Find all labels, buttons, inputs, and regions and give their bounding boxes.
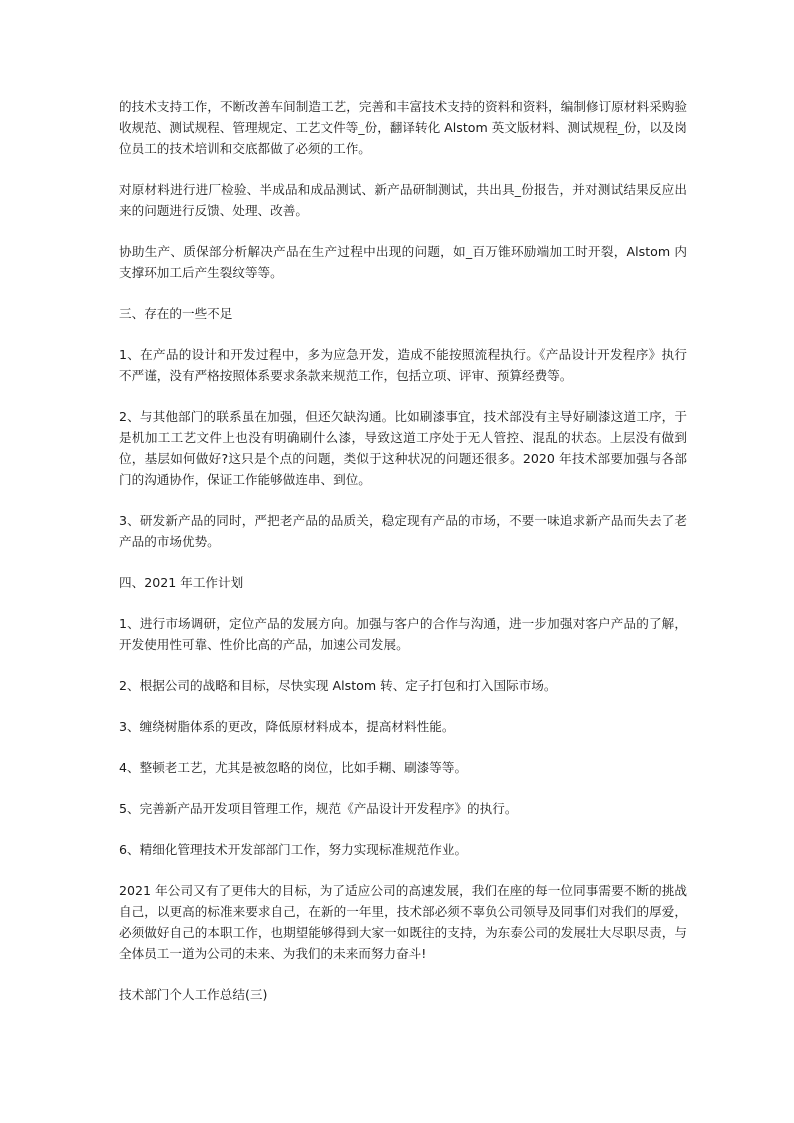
paragraph-tech-support: 的技术支持工作，不断改善车间制造工艺，完善和丰富技术支持的资料和资料，编制修订原材料采购验收规范、测试规程、管理规定、工艺文件等_份，翻译转化 Alstom 英文版材料、测试规程_份，以及岗位员工的技术培训和交底都做了必须的工作。 xyxy=(119,99,687,156)
shortcoming-item-2: 2、与其他部门的联系虽在加强，但还欠缺沟通。比如刷漆事宜，技术部没有主导好刷漆这道工序，于是机加工工艺文件上也没有明确刷什么漆，导致这道工序处于无人管控、混乱的状态。上层没有做到位，基层如何做好?这只是个点的问题，类似于这种状况的问题还很多。2020 年技术部要加强与各部门的沟通协作，保证工作能够做连串、到位。 xyxy=(119,409,687,487)
paragraph-material-testing: 对原材料进行进厂检验、半成品和成品测试、新产品研制测试，共出具_份报告，并对测试结果反应出来的问题进行反馈、处理、改善。 xyxy=(119,182,687,218)
paragraph-production-assist: 协助生产、质保部分析解决产品在生产过程中出现的问题，如_百万锥环励端加工时开裂，Alstom 内支撑环加工后产生裂纹等等。 xyxy=(119,244,687,280)
document-page xyxy=(119,96,687,1025)
shortcoming-item-3: 3、研发新产品的同时，严把老产品的品质关，稳定现有产品的市场，不要一味追求新产品而失去了老产品的市场优势。 xyxy=(119,513,687,549)
plan-item-2: 2、根据公司的战略和目标，尽快实现 Alstom 转、定子打包和打入国际市场。 xyxy=(119,678,557,693)
section-heading-shortcomings: 三、存在的一些不足 xyxy=(119,306,233,321)
plan-item-6: 6、精细化管理技术开发部部门工作，努力实现标准规范作业。 xyxy=(119,842,468,857)
plan-item-1: 1、进行市场调研，定位产品的发展方向。加强与客户的合作与沟通，进一步加强对客户产品的了解，开发使用性可靠、性价比高的产品，加速公司发展。 xyxy=(119,616,687,652)
section-heading-work-plan: 四、2021 年工作计划 xyxy=(119,575,244,590)
plan-item-3: 3、缠绕树脂体系的更改，降低原材料成本，提高材料性能。 xyxy=(119,719,455,734)
section-heading-summary-three: 技术部门个人工作总结(三) xyxy=(119,987,268,1002)
paragraph-closing: 2021 年公司又有了更伟大的目标，为了适应公司的高速发展，我们在座的每一位同事需要不断的挑战自己，以更高的标准来要求自己，在新的一年里，技术部必须不辜负公司领导及同事们对我们的厚爱，必须做好自己的本职工作，也期望能够得到大家一如既往的支持，为东泰公司的发展壮大尽职尽责，与全体员工一道为公司的未来、为我们的未来而努力奋斗! xyxy=(119,883,687,961)
plan-item-5: 5、完善新产品开发项目管理工作，规范《产品设计开发程序》的执行。 xyxy=(119,801,518,816)
plan-item-4: 4、整顿老工艺，尤其是被忽略的岗位，比如手糊、刷漆等等。 xyxy=(119,760,468,775)
shortcoming-item-1: 1、在产品的设计和开发过程中，多为应急开发，造成不能按照流程执行。《产品设计开发程序》执行不严谨，没有严格按照体系要求条款来规范工作，包括立项、评审、预算经费等。 xyxy=(119,347,687,383)
